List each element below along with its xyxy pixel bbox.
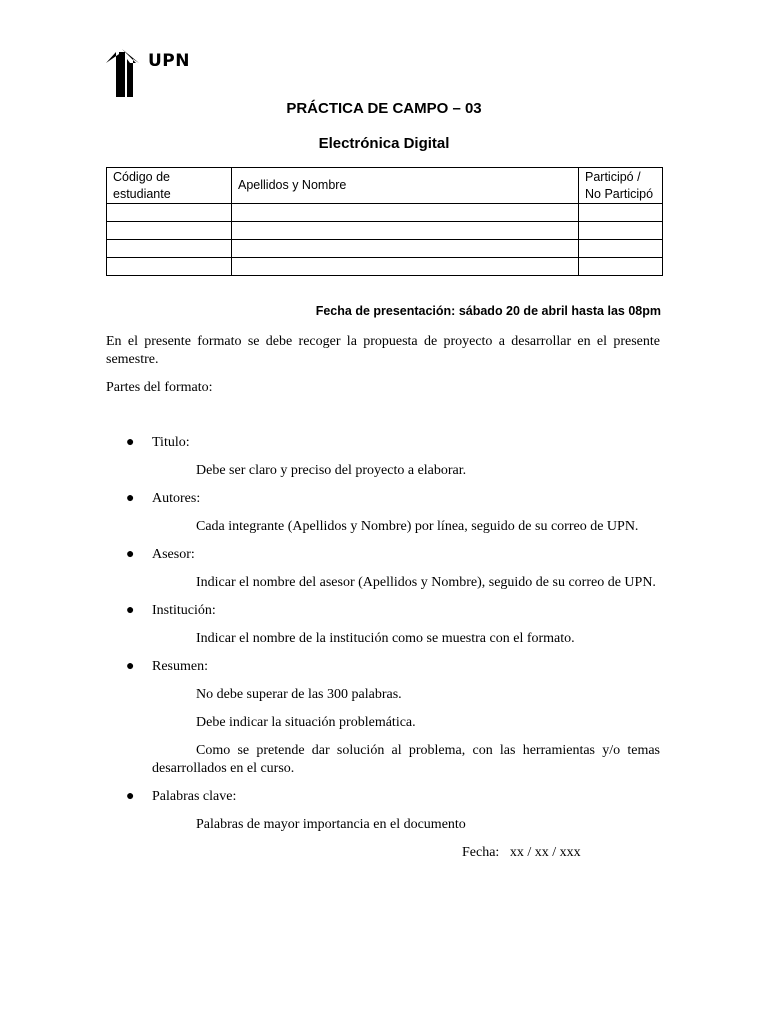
table-cell[interactable] [232,240,579,258]
table-cell[interactable] [107,222,232,240]
intro-paragraph: En el presente formato se debe recoger la propuesta de proyecto a desarrollar en el presente semestre. [106,334,660,367]
date-line: Fecha: xx / xx / xxx [462,845,581,860]
students-table [106,167,663,276]
section-detail: No debe superar de las 300 palabras. [196,687,402,702]
section-label-institucion: Institución: [152,603,216,618]
page-title: PRÁCTICA DE CAMPO – 03 [286,100,482,117]
parts-heading: Partes del formato: [106,380,213,395]
table-cell[interactable] [579,222,663,240]
bullet-icon: ● [126,491,135,506]
upn-logo [106,49,196,99]
section-label-titulo: Titulo: [152,435,190,450]
section-label-resumen: Resumen: [152,659,208,674]
table-row [107,222,663,240]
upn-arrow-icon [106,49,148,99]
bullet-icon: ● [126,435,135,450]
table-cell[interactable] [232,204,579,222]
bullet-icon: ● [126,789,135,804]
header-apellidos: Apellidos y Nombre [232,168,579,204]
table-header-row [107,168,663,204]
table-cell[interactable] [579,258,663,276]
table-cell[interactable] [579,240,663,258]
table-cell[interactable] [232,222,579,240]
section-label-palabras-clave: Palabras clave: [152,789,237,804]
section-detail: Cada integrante (Apellidos y Nombre) por línea, seguido de su correo de UPN. [196,519,639,534]
table-row [107,240,663,258]
section-detail: Palabras de mayor importancia en el documento [196,817,466,832]
section-detail: Indicar el nombre del asesor (Apellidos y Nombre), seguido de su correo de UPN. [196,575,656,590]
section-detail: Debe ser claro y preciso del proyecto a elaborar. [196,463,467,478]
section-detail: Indicar el nombre de la institución como se muestra con el formato. [196,631,575,646]
section-label-asesor: Asesor: [152,547,195,562]
table-cell[interactable] [107,258,232,276]
header-codigo: Código de estudiante [107,168,232,204]
table-cell[interactable] [107,240,232,258]
submission-date: Fecha de presentación: sábado 20 de abril hasta las 08pm [315,304,661,318]
logo-text: UPN [148,51,190,71]
section-label-autores: Autores: [152,491,201,506]
page-subtitle: Electrónica Digital [318,135,450,152]
section-detail: Como se pretende dar solución al problema, con las herramientas y/o temas desarrollados en el curso. [152,743,660,776]
bullet-icon: ● [126,659,135,674]
header-participo: Participó / No Participó [579,168,663,204]
table-cell[interactable] [107,204,232,222]
bullet-icon: ● [126,603,135,618]
table-row [107,204,663,222]
table-cell[interactable] [579,204,663,222]
table-row [107,258,663,276]
table-cell[interactable] [232,258,579,276]
section-detail: Debe indicar la situación problemática. [196,715,416,730]
bullet-icon: ● [126,547,135,562]
